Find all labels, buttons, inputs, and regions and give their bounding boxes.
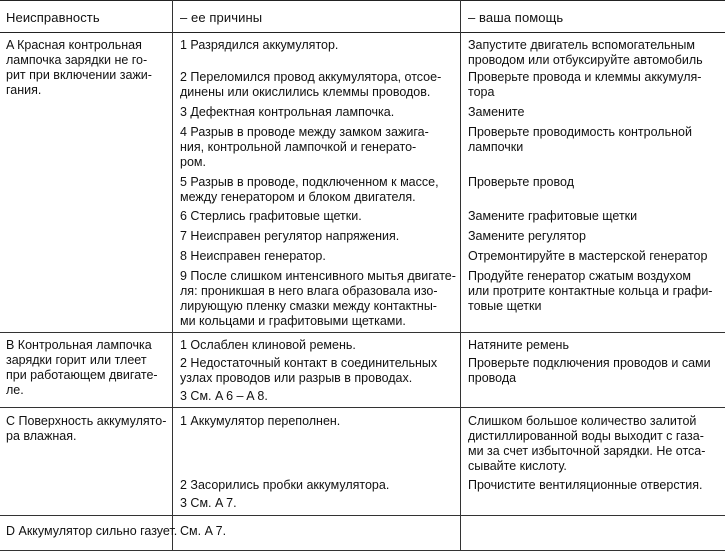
cause-text-line: ром.	[180, 155, 206, 169]
help-text-line: Проверьте провода и клеммы аккумуля-	[468, 70, 702, 84]
help-text-line: сывайте кислоту.	[468, 459, 567, 473]
fault-text-line: ра влажная.	[6, 429, 77, 443]
fault-text-line: гания.	[6, 83, 42, 97]
header-help: – ваша помощь	[468, 10, 564, 25]
cause-text-line: 2 Недостаточный контакт в соединительных	[180, 356, 438, 370]
fault-text-line: рит при включении зажи-	[6, 68, 152, 82]
help-text-line: лампочки	[468, 140, 524, 154]
help-text-line: Натяните ремень	[468, 338, 569, 352]
help-text-line: товые щетки	[468, 299, 542, 313]
column-divider	[460, 0, 461, 551]
help-text-line: Проверьте провод	[468, 175, 574, 189]
cause-text-line: ния, контрольной лампочкой и генерато-	[180, 140, 417, 154]
cause-text-line: 2 Переломился провод аккумулятора, отсое-	[180, 70, 442, 84]
help-text-line: проводом или отбуксируйте автомобиль	[468, 53, 703, 67]
fault-text-line: D Аккумулятор сильно газует.	[6, 524, 178, 538]
section-divider	[0, 332, 725, 333]
cause-text-line: 1 Аккумулятор переполнен.	[180, 414, 341, 428]
help-text-line: тора	[468, 85, 495, 99]
cause-text-line: узлах проводов или разрыв в проводах.	[180, 371, 413, 385]
section-divider	[0, 515, 725, 516]
table-header	[0, 0, 725, 33]
fault-text-line: ле.	[6, 383, 24, 397]
help-text-line: Проверьте проводимость контрольной	[468, 125, 692, 139]
fault-text-line: лампочка зарядки не го-	[6, 53, 148, 67]
help-text-line: Замените	[468, 105, 525, 119]
help-text-line: Продуйте генератор сжатым воздухом	[468, 269, 692, 283]
column-divider	[172, 0, 173, 551]
cause-text-line: динены или окислились клеммы проводов.	[180, 85, 431, 99]
fault-text-line: C Поверхность аккумулято-	[6, 414, 167, 428]
help-text-line: дистиллированной воды выходит с газа-	[468, 429, 704, 443]
section-divider	[0, 407, 725, 408]
help-text-line: Запустите двигатель вспомогательным	[468, 38, 696, 52]
header-cause: – ее причины	[180, 10, 263, 25]
cause-text-line: лирующую пленку смазки между контактны-	[180, 299, 437, 313]
header-fault: Неисправность	[6, 10, 100, 25]
cause-text-line: 3 Дефектная контрольная лампочка.	[180, 105, 395, 119]
help-text-line: Замените графитовые щетки	[468, 209, 638, 223]
cause-text-line: 3 См. A 6 – A 8.	[180, 389, 268, 403]
help-text-line: Прочистите вентиляционные отверстия.	[468, 478, 703, 492]
help-text-line: или протрите контактные кольца и графи-	[468, 284, 713, 298]
fault-text-line: зарядки горит или тлеет	[6, 353, 147, 367]
fault-text-line: при работающем двигате-	[6, 368, 158, 382]
cause-text-line: См. A 7.	[180, 524, 227, 538]
cause-text-line: 7 Неисправен регулятор напряжения.	[180, 229, 400, 243]
cause-text-line: ми кольцами и графитовыми щетками.	[180, 314, 406, 328]
help-text-line: ми за счет избыточной зарядки. Не отса-	[468, 444, 706, 458]
cause-text-line: 9 После слишком интенсивного мытья двигате-	[180, 269, 456, 283]
cause-text-line: 5 Разрыв в проводе, подключенном к массе,	[180, 175, 439, 189]
cause-text-line: между генератором и блоком двигателя.	[180, 190, 416, 204]
cause-text-line: ля: проникшая в него влага образовала изо-	[180, 284, 438, 298]
cause-text-line: 6 Стерлись графитовые щетки.	[180, 209, 362, 223]
cause-text-line: 2 Засорились пробки аккумулятора.	[180, 478, 390, 492]
fault-text-line: A Красная контрольная	[6, 38, 142, 52]
cause-text-line: 1 Разрядился аккумулятор.	[180, 38, 339, 52]
cause-text-line: 3 См. A 7.	[180, 496, 237, 510]
help-text-line: Проверьте подключения проводов и сами	[468, 356, 711, 370]
cause-text-line: 4 Разрыв в проводе между замком зажига-	[180, 125, 429, 139]
cause-text-line: 8 Неисправен генератор.	[180, 249, 326, 263]
help-text-line: провода	[468, 371, 517, 385]
help-text-line: Слишком большое количество залитой	[468, 414, 697, 428]
cause-text-line: 1 Ослаблен клиновой ремень.	[180, 338, 356, 352]
fault-text-line: B Контрольная лампочка	[6, 338, 152, 352]
help-text-line: Замените регулятор	[468, 229, 586, 243]
help-text-line: Отремонтируйте в мастерской генератор	[468, 249, 708, 263]
